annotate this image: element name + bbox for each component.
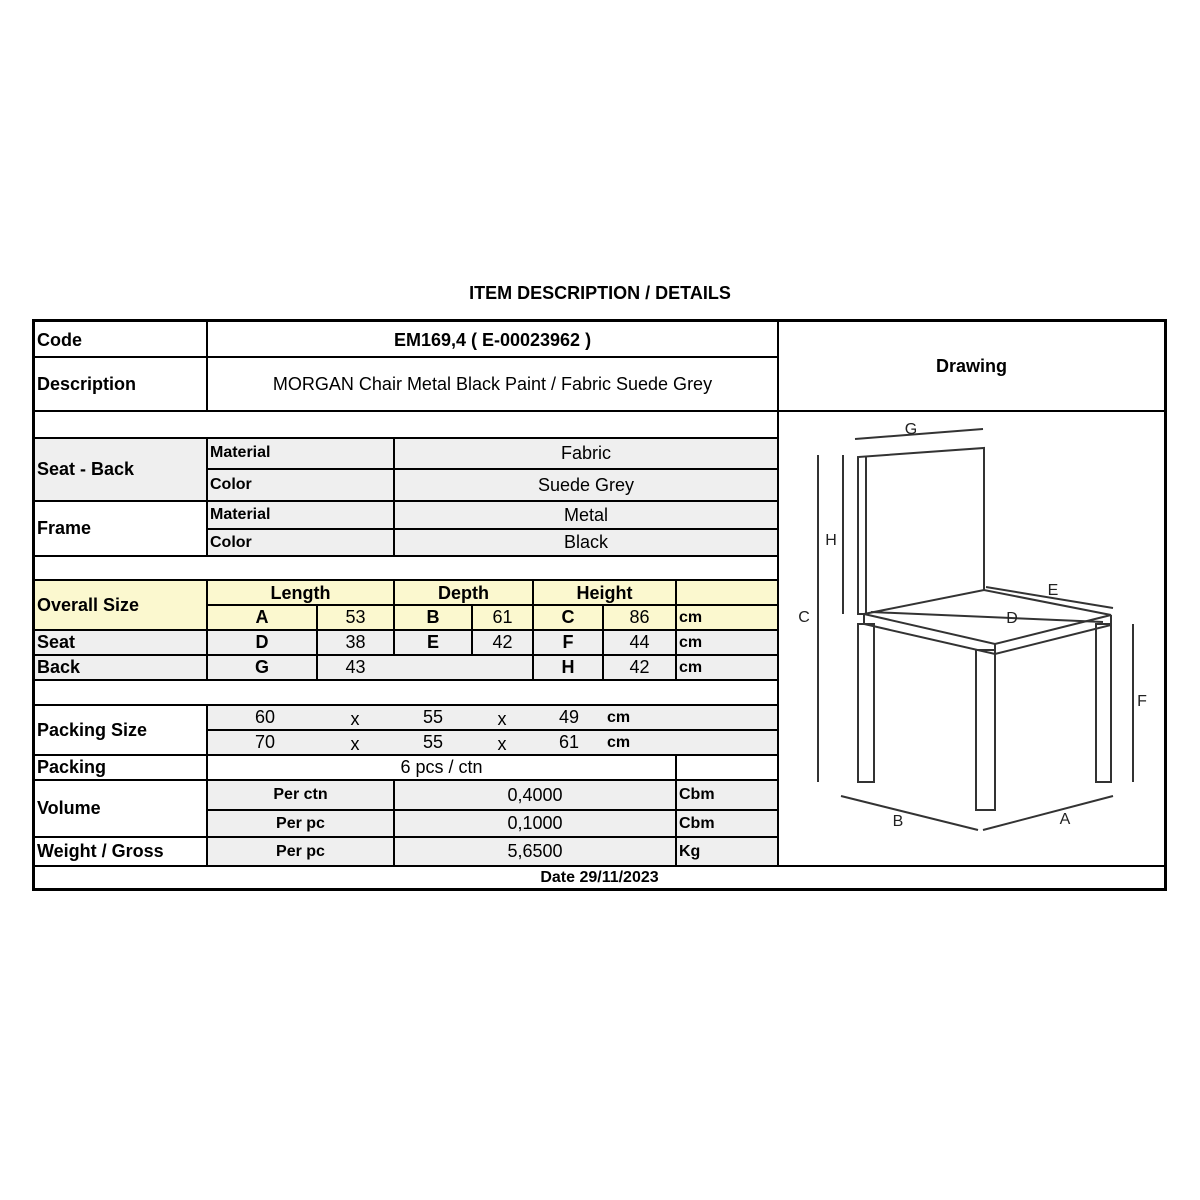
- seat-back-material-label: Material: [210, 444, 271, 461]
- frame-material-label: Material: [210, 506, 271, 523]
- packing-row1-x2: x: [497, 709, 507, 729]
- seat-depth-letter: E: [426, 632, 439, 652]
- length-header: Length: [270, 582, 331, 603]
- weight-value: 5,6500: [507, 841, 563, 861]
- height-header: Height: [576, 582, 633, 603]
- dim-label-b: B: [892, 813, 904, 830]
- packing-row1-w: 60: [254, 707, 276, 727]
- back-size-label: Back: [37, 657, 81, 677]
- packing-row1-d: 55: [422, 707, 444, 727]
- volume-label: Volume: [37, 798, 101, 818]
- dim-label-a: A: [1059, 811, 1071, 828]
- packing-label: Packing: [37, 757, 107, 777]
- back-unit: cm: [679, 658, 703, 676]
- packing-value: 6 pcs / ctn: [400, 757, 483, 777]
- packing-size-label: Packing Size: [37, 719, 148, 740]
- code-label: Code: [37, 329, 82, 350]
- packing-row1-h: 49: [558, 707, 580, 727]
- seat-height-value: 44: [629, 632, 650, 652]
- volume-per-pc-value: 0,1000: [507, 813, 563, 833]
- seat-back-label: Seat - Back: [37, 458, 135, 479]
- overall-depth-value: 61: [492, 607, 513, 627]
- back-length-letter: G: [254, 657, 269, 677]
- dim-label-d: D: [1006, 610, 1018, 627]
- volume-per-pc-unit: Cbm: [679, 814, 715, 832]
- frame-material-value: Metal: [563, 504, 608, 525]
- volume-per-ctn-label: Per ctn: [273, 786, 328, 803]
- packing-row1-unit: cm: [607, 708, 631, 726]
- packing-row1-x1: x: [350, 709, 360, 729]
- overall-height-letter: C: [561, 607, 575, 627]
- seat-depth-value: 42: [492, 632, 513, 652]
- dim-label-c: C: [798, 609, 810, 626]
- chair-drawing: [779, 412, 1164, 865]
- seat-height-letter: F: [562, 632, 574, 652]
- packing-row2-x1: x: [350, 734, 360, 754]
- back-length-value: 43: [345, 657, 366, 677]
- frame-color-label: Color: [210, 533, 252, 551]
- packing-row2-d: 55: [422, 732, 444, 752]
- volume-per-pc-label: Per pc: [276, 814, 325, 832]
- dim-label-f: F: [1137, 693, 1147, 710]
- packing-row2-w: 70: [254, 732, 276, 752]
- description-label: Description: [37, 373, 137, 394]
- overall-unit: cm: [679, 608, 703, 626]
- overall-size-label: Overall Size: [37, 594, 140, 615]
- seat-back-color-value: Suede Grey: [537, 474, 635, 495]
- overall-length-value: 53: [345, 607, 366, 627]
- volume-per-ctn-value: 0,4000: [507, 784, 563, 805]
- code-value: EM169,4 ( E-00023962 ): [393, 329, 592, 350]
- overall-length-letter: A: [255, 607, 269, 627]
- date-footer: Date 29/11/2023: [540, 869, 659, 886]
- packing-row2-unit: cm: [607, 733, 631, 751]
- weight-unit: Kg: [679, 842, 701, 860]
- packing-row2-x2: x: [497, 734, 507, 754]
- weight-per-pc-label: Per pc: [276, 842, 325, 860]
- volume-per-ctn-unit: Cbm: [679, 786, 715, 803]
- seat-back-material-value: Fabric: [560, 442, 611, 463]
- frame-label: Frame: [37, 518, 92, 538]
- spec-sheet: [32, 319, 1167, 891]
- sheet-title: ITEM DESCRIPTION / DETAILS: [469, 283, 731, 303]
- description-value: MORGAN Chair Metal Black Paint / Fabric Suede Grey: [272, 373, 713, 394]
- seat-length-value: 38: [345, 632, 366, 652]
- frame-color-value: Black: [563, 532, 608, 552]
- overall-depth-letter: B: [426, 607, 440, 627]
- overall-height-value: 86: [629, 607, 650, 627]
- depth-header: Depth: [438, 582, 489, 603]
- dim-label-h: H: [825, 532, 837, 549]
- seat-length-letter: D: [255, 632, 269, 652]
- drawing-label: Drawing: [935, 355, 1007, 376]
- packing-row2-h: 61: [558, 732, 580, 752]
- back-height-letter: H: [561, 657, 575, 677]
- dim-label-g: G: [904, 421, 918, 438]
- weight-label: Weight / Gross: [37, 841, 164, 861]
- seat-unit: cm: [679, 633, 703, 651]
- dim-label-e: E: [1047, 582, 1059, 599]
- back-height-value: 42: [629, 657, 650, 677]
- seat-size-label: Seat: [37, 632, 76, 652]
- seat-back-color-label: Color: [210, 476, 252, 493]
